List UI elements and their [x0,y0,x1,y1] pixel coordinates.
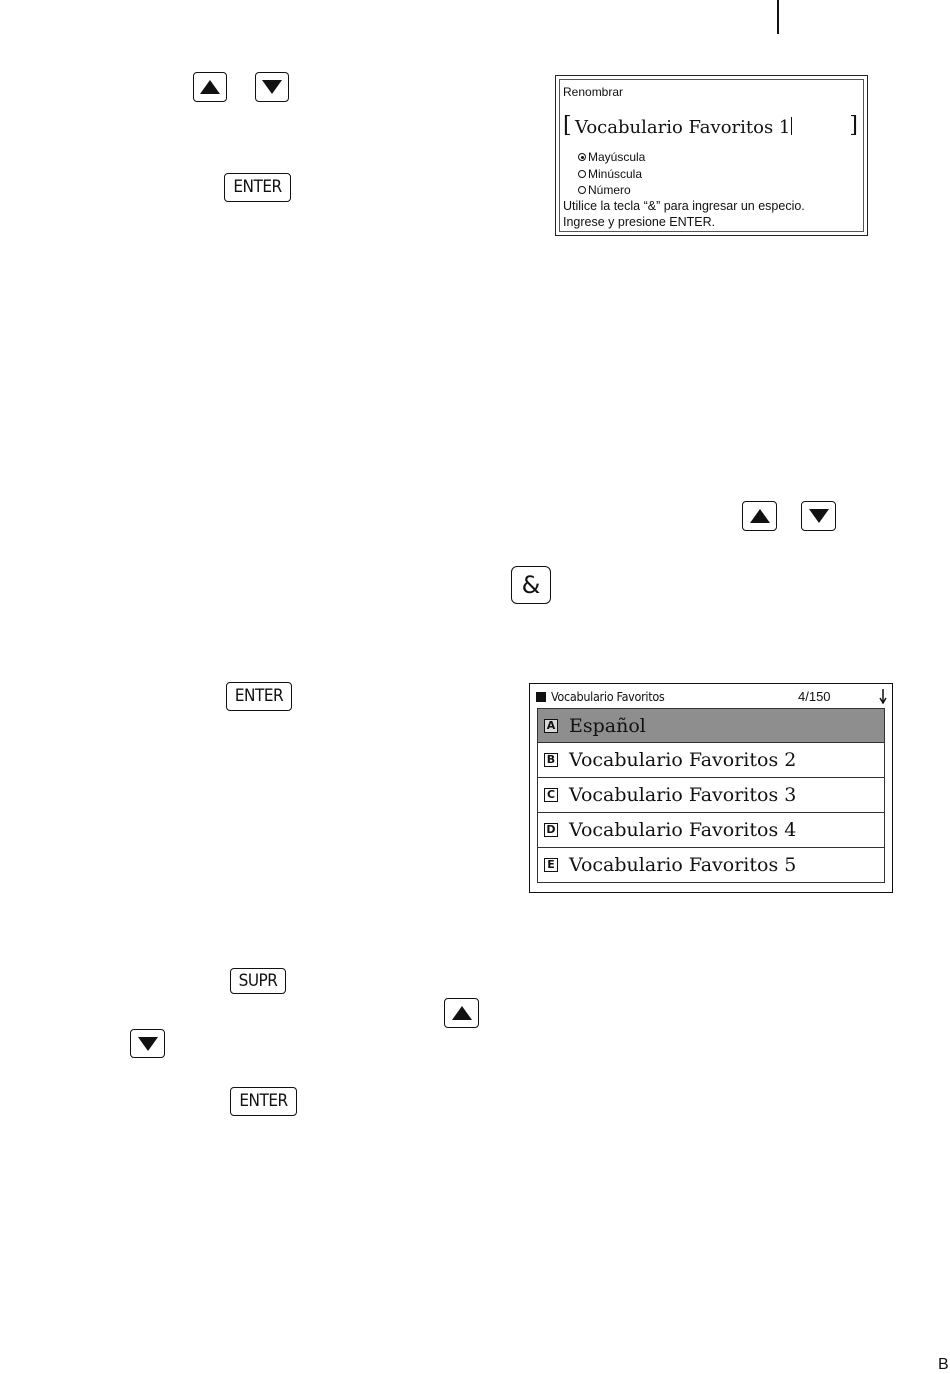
up-arrow-key[interactable] [193,72,227,102]
radio-selected-icon [578,153,586,161]
letter-d-icon: D [544,823,558,837]
supr-key-label: SUPR [238,970,278,991]
list-item-label: Vocabulario Favoritos 3 [569,784,797,806]
down-arrow-key[interactable] [255,72,289,102]
letter-a-icon: A [544,719,558,733]
radio-empty-icon [578,170,586,178]
list-count: 4/150 [798,689,831,704]
down-arrow-key[interactable] [130,1029,165,1058]
option-numero[interactable] [578,183,631,197]
list-item[interactable] [537,743,885,778]
list-item-label: Vocabulario Favoritos 5 [569,854,797,876]
supr-key[interactable] [230,968,286,994]
list-item-label: Vocabulario Favoritos 4 [569,819,797,841]
option-minuscula[interactable] [578,167,642,181]
vocabulary-list [537,708,885,883]
letter-e-icon: E [544,858,558,872]
enter-key[interactable] [230,1087,297,1116]
option-mayuscula[interactable] [578,150,645,164]
rename-title: Renombrar [563,85,624,99]
triangle-down-icon [261,79,283,95]
triangle-up-icon [199,79,221,95]
up-arrow-key[interactable] [444,998,479,1028]
rename-input-value: Vocabulario Favoritos 1 [575,117,791,138]
up-arrow-key[interactable] [742,501,777,531]
list-item[interactable] [537,708,885,743]
list-header [536,688,886,708]
list-item[interactable] [537,848,885,883]
down-arrow-icon [879,688,887,704]
rename-input-field[interactable] [563,114,858,140]
list-item-label: Español [569,714,646,737]
triangle-up-icon [451,1005,473,1021]
option-label: Mayúscula [588,150,646,164]
enter-key-label: ENTER [233,177,282,197]
enter-key-label: ENTER [239,1091,288,1111]
list-item-label: Vocabulario Favoritos 2 [569,749,797,771]
rename-screen [555,75,868,236]
rename-screen-inner [559,79,864,232]
triangle-down-icon [137,1036,159,1052]
enter-key-label: ENTER [234,686,284,706]
right-bracket: ] [849,113,858,138]
vocabulary-list-screen [529,683,893,893]
page-corner-letter: B [938,1356,949,1373]
enter-key[interactable] [226,682,292,711]
text-caret [791,117,792,135]
list-item[interactable] [537,813,885,848]
triangle-up-icon [749,508,771,524]
option-label: Minúscula [588,167,643,181]
list-item[interactable] [537,778,885,813]
down-arrow-key[interactable] [801,501,836,531]
triangle-down-icon [808,508,830,524]
enter-key[interactable] [224,173,291,202]
ampersand-key-label: & [521,571,541,599]
option-label: Número [588,183,631,197]
list-title: Vocabulario Favoritos [551,689,665,704]
radio-empty-icon [578,186,586,194]
left-bracket: [ [563,113,572,138]
rename-note-enter: Ingrese y presione ENTER. [563,215,716,229]
square-bullet-icon [536,692,546,702]
margin-rule [777,0,779,34]
letter-b-icon: B [544,753,558,767]
letter-c-icon: C [544,788,558,802]
rename-note-space: Utilice la tecla “&” para ingresar un especio. [563,199,805,213]
ampersand-key[interactable] [511,566,551,604]
